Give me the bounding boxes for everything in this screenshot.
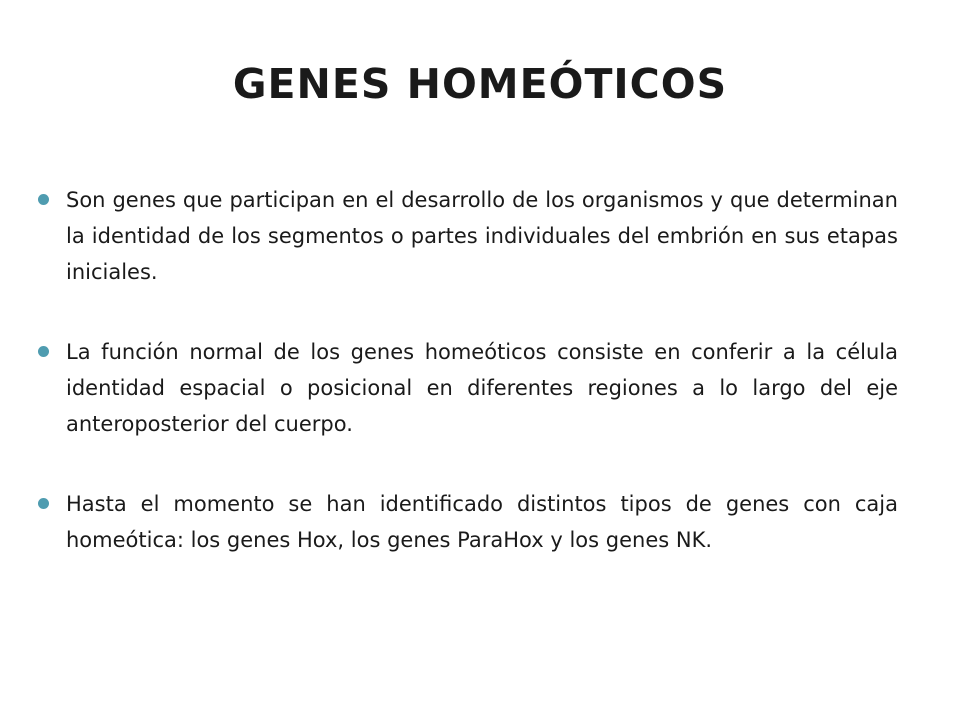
bullet-dot-icon: [38, 346, 49, 357]
bullet-text: La función normal de los genes homeóticos consiste en conferir a la célula identidad espacial o posicional en diferentes regiones a lo largo del eje anteroposterior del cuerpo.: [66, 340, 898, 436]
bullet-item: [38, 182, 898, 290]
bullet-dot-icon: [38, 498, 49, 509]
bullet-item: [38, 486, 898, 558]
bullet-list: [38, 182, 898, 602]
bullet-dot-icon: [38, 194, 49, 205]
slide-title: GENES HOMEÓTICOS: [232, 60, 728, 108]
bullet-text: Son genes que participan en el desarrollo de los organismos y que determinan la identidad de los segmentos o partes individuales del embrión en sus etapas iniciales.: [66, 188, 898, 284]
bullet-text: Hasta el momento se han identificado distintos tipos de genes con caja homeótica: los genes Hox, los genes ParaHox y los genes NK.: [66, 492, 898, 552]
bullet-item: [38, 334, 898, 442]
